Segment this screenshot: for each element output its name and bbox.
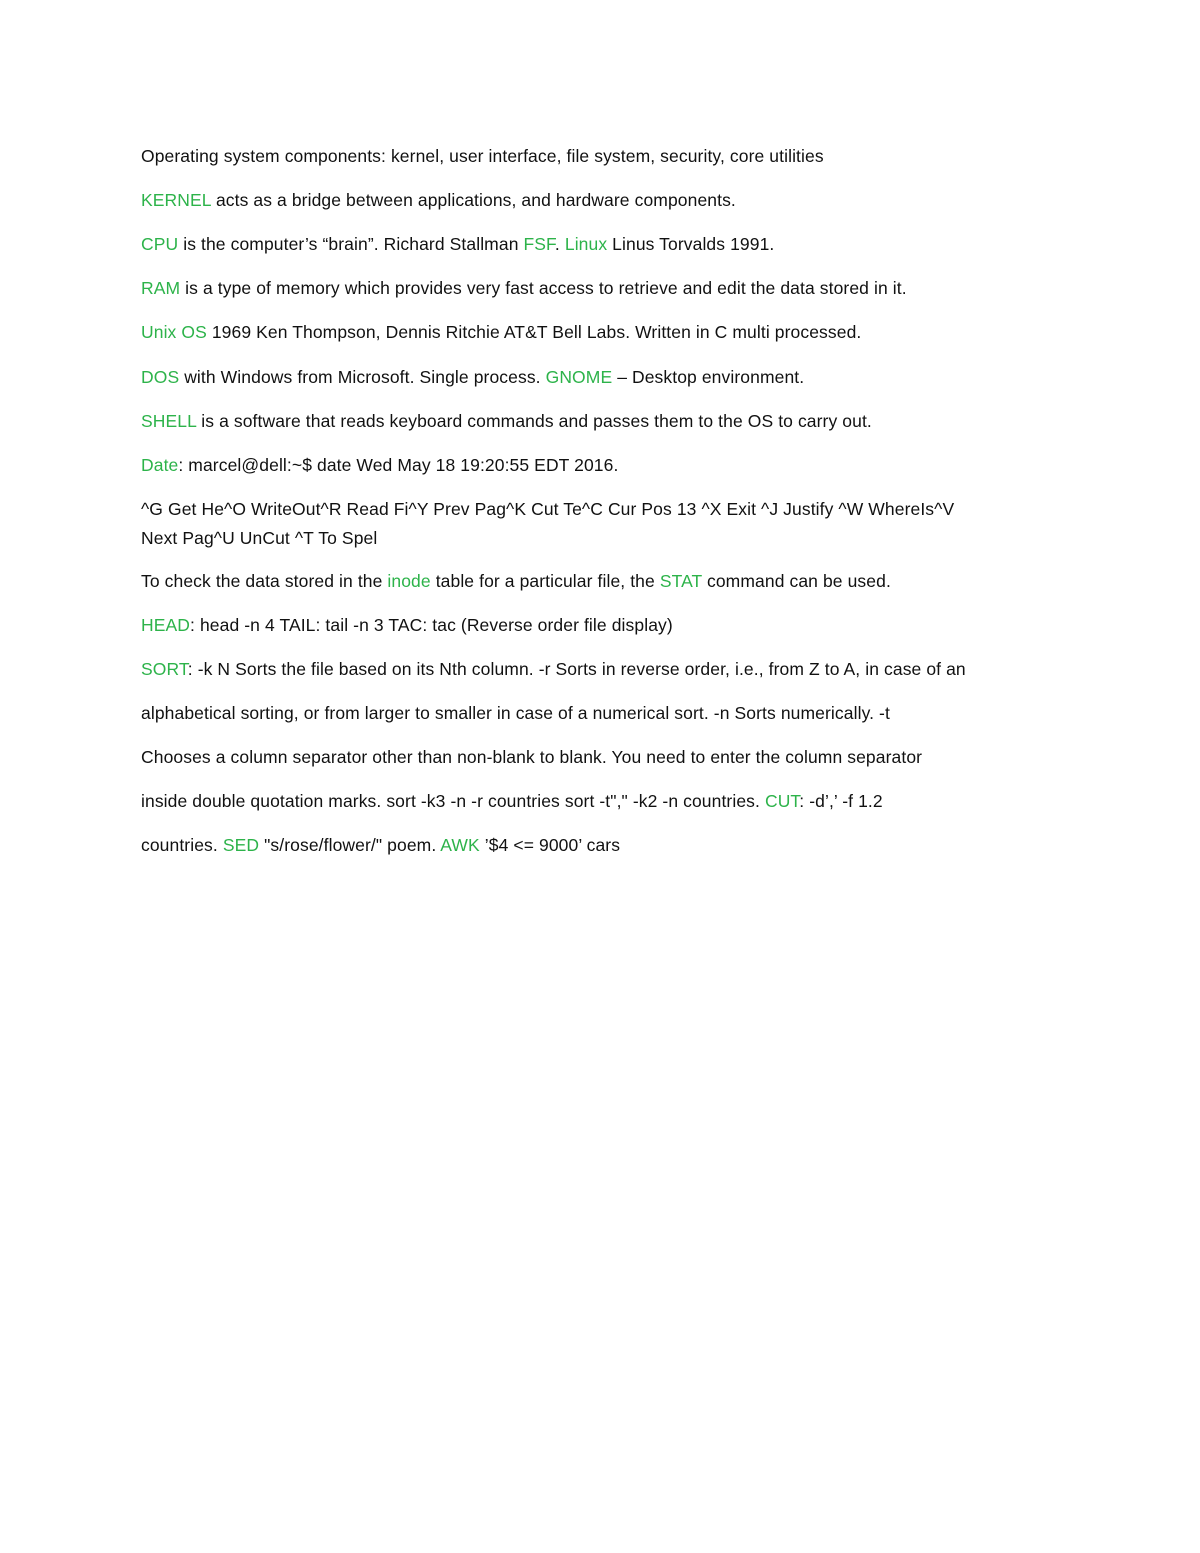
keyword-highlight: Linux bbox=[564, 234, 608, 254]
text-run: Operating system components: kernel, user interface, file system, security, core utilities bbox=[141, 146, 824, 166]
text-line bbox=[141, 567, 891, 596]
keyword-highlight: STAT bbox=[659, 571, 703, 591]
text-run: Linus Torvalds 1991. bbox=[607, 234, 775, 254]
text-run: is the computer’s “brain”. Richard Stallman bbox=[178, 234, 524, 254]
text-line bbox=[141, 831, 620, 860]
keyword-highlight: Unix OS bbox=[141, 322, 207, 342]
text-run: : marcel@dell:~$ date Wed May 18 19:20:55 EDT 2016. bbox=[178, 455, 619, 475]
keyword-highlight: KERNEL bbox=[141, 190, 211, 210]
text-line bbox=[141, 524, 377, 553]
keyword-highlight: SED bbox=[222, 835, 260, 855]
text-run: "s/rose/flower/" poem. bbox=[259, 835, 441, 855]
text-run: : head -n 4 TAIL: tail -n 3 TAC: tac (Reverse order file display) bbox=[190, 615, 673, 635]
keyword-highlight: AWK bbox=[440, 835, 480, 855]
text-line bbox=[141, 186, 736, 215]
text-run: alphabetical sorting, or from larger to smaller in case of a numerical sort. -n Sorts numerically. -t bbox=[141, 703, 890, 723]
keyword-highlight: Date bbox=[141, 455, 179, 475]
text-line bbox=[141, 407, 872, 436]
text-line bbox=[141, 274, 907, 303]
text-run: inside double quotation marks. sort -k3 -n -r countries sort -t"," -k2 -n countries. bbox=[141, 791, 765, 811]
text-run: table for a particular file, the bbox=[430, 571, 660, 591]
text-line bbox=[141, 451, 618, 480]
text-run: : -d’,’ -f 1.2 bbox=[799, 791, 883, 811]
text-run: with Windows from Microsoft. Single process. bbox=[179, 367, 546, 387]
text-line bbox=[141, 363, 804, 392]
text-line bbox=[141, 318, 861, 347]
text-line bbox=[141, 142, 824, 171]
text-run: : -k N Sorts the file based on its Nth column. -r Sorts in reverse order, i.e., from Z to A, in case of an bbox=[187, 659, 966, 679]
keyword-highlight: DOS bbox=[141, 367, 180, 387]
keyword-highlight: GNOME bbox=[545, 367, 613, 387]
text-run: Chooses a column separator other than non-blank to blank. You need to enter the column separator bbox=[141, 747, 923, 767]
text-run: is a software that reads keyboard commands and passes them to the OS to carry out. bbox=[196, 411, 872, 431]
text-run: countries. bbox=[141, 835, 223, 855]
text-run: 1969 Ken Thompson, Dennis Ritchie AT&T Bell Labs. Written in C multi processed. bbox=[206, 322, 862, 342]
text-run: . bbox=[554, 234, 565, 254]
keyword-highlight: SHELL bbox=[141, 411, 197, 431]
keyword-highlight: FSF bbox=[523, 234, 555, 254]
text-line bbox=[141, 743, 922, 772]
text-line bbox=[141, 655, 966, 684]
text-run: ’$4 <= 9000’ cars bbox=[479, 835, 621, 855]
text-line bbox=[141, 699, 890, 728]
text-run: is a type of memory which provides very fast access to retrieve and edit the data stored in it. bbox=[180, 278, 907, 298]
keyword-highlight: inode bbox=[387, 571, 431, 591]
text-line bbox=[141, 787, 883, 816]
text-run: acts as a bridge between applications, and hardware components. bbox=[210, 190, 736, 210]
text-run: ^G Get He^O WriteOut^R Read Fi^Y Prev Pag^K Cut Te^C Cur Pos 13 ^X Exit ^J Justify ^W WhereIs^V bbox=[141, 499, 955, 519]
keyword-highlight: RAM bbox=[141, 278, 181, 298]
text-run: To check the data stored in the bbox=[141, 571, 388, 591]
text-run: command can be used. bbox=[702, 571, 891, 591]
keyword-highlight: HEAD bbox=[141, 615, 191, 635]
keyword-highlight: CUT bbox=[764, 791, 800, 811]
text-run: Next Pag^U UnCut ^T To Spel bbox=[141, 528, 378, 548]
text-line bbox=[141, 230, 774, 259]
keyword-highlight: SORT bbox=[141, 659, 188, 679]
keyword-highlight: CPU bbox=[141, 234, 179, 254]
text-line bbox=[141, 495, 954, 524]
text-line bbox=[141, 611, 673, 640]
text-run: – Desktop environment. bbox=[612, 367, 805, 387]
